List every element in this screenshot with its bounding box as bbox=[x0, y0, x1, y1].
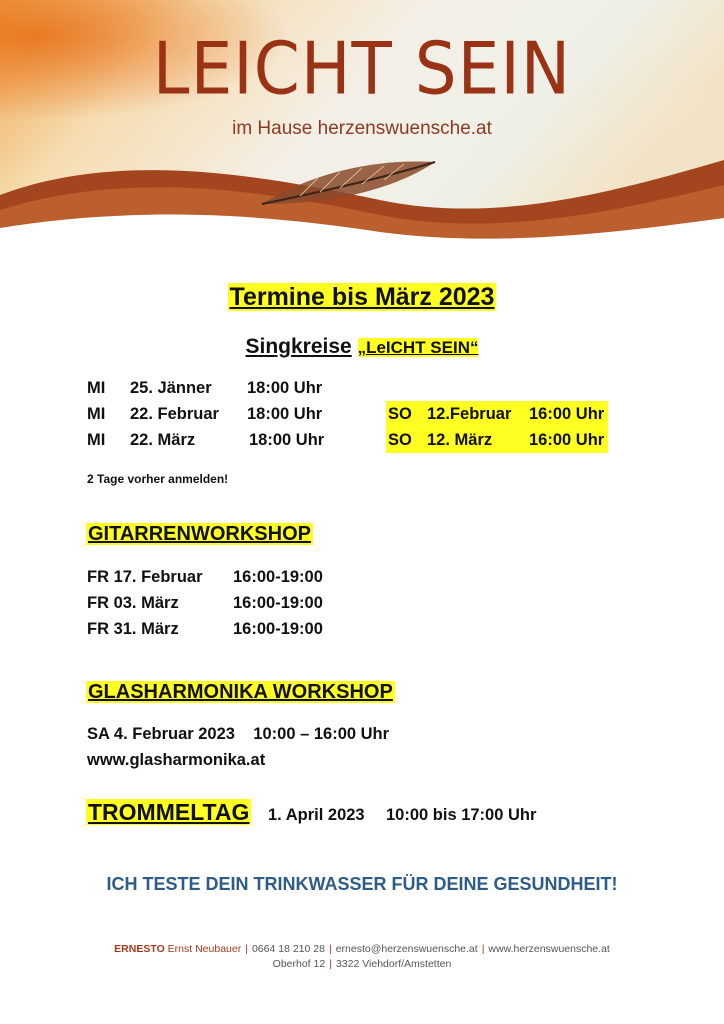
glas-heading: GLASHARMONIKA WORKSHOP bbox=[88, 681, 393, 703]
trommeltag-date: 1. April 2023 bbox=[268, 806, 365, 824]
glas-url[interactable]: www.glasharmonika.at bbox=[87, 751, 266, 769]
registration-note: 2 Tage vorher anmelden! bbox=[87, 472, 229, 486]
water-test-banner: ICH TESTE DEIN TRINKWASSER FÜR DEINE GESUNDHEIT! bbox=[106, 874, 618, 894]
glas-date: SA 4. Februar 2023 10:00 – 16:00 Uhr bbox=[87, 725, 390, 743]
footer-website[interactable]: www.herzenswuensche.at bbox=[488, 943, 610, 955]
schedule-row-highlight: SO 12. März 16:00 Uhr bbox=[386, 427, 608, 453]
trommeltag-heading: TROMMELTAG bbox=[88, 799, 250, 825]
page-title: Termine bis März 2023 bbox=[229, 283, 495, 311]
footer-phone: 0664 18 210 28 bbox=[251, 943, 325, 955]
footer-email[interactable]: ernesto@herzenswuensche.at bbox=[335, 943, 478, 955]
schedule-row-highlight: SO 12.Februar 16:00 Uhr bbox=[386, 401, 608, 427]
brand-tagline: im Hause herzenswuensche.at bbox=[232, 118, 492, 139]
header-banner bbox=[0, 0, 724, 240]
gitarren-heading: GITARRENWORKSHOP bbox=[88, 523, 311, 545]
singkreise-heading: Singkreise „LeICHT SEIN“ bbox=[245, 335, 479, 358]
trommeltag-section bbox=[86, 799, 537, 826]
singkreise-name: „LeICHT SEIN“ bbox=[357, 338, 479, 357]
brand-logo-text: LEICHT SEIN bbox=[152, 26, 572, 111]
trommeltag-time: 10:00 bis 17:00 Uhr bbox=[386, 806, 537, 824]
footer: ERNESTO Ernst Neubauer | 0664 18 210 28 | ernesto@herzenswuensche.at | www.herzenswuensche.at Oberhof 12 | 3322 Viehdorf/Amstetten bbox=[114, 943, 610, 970]
